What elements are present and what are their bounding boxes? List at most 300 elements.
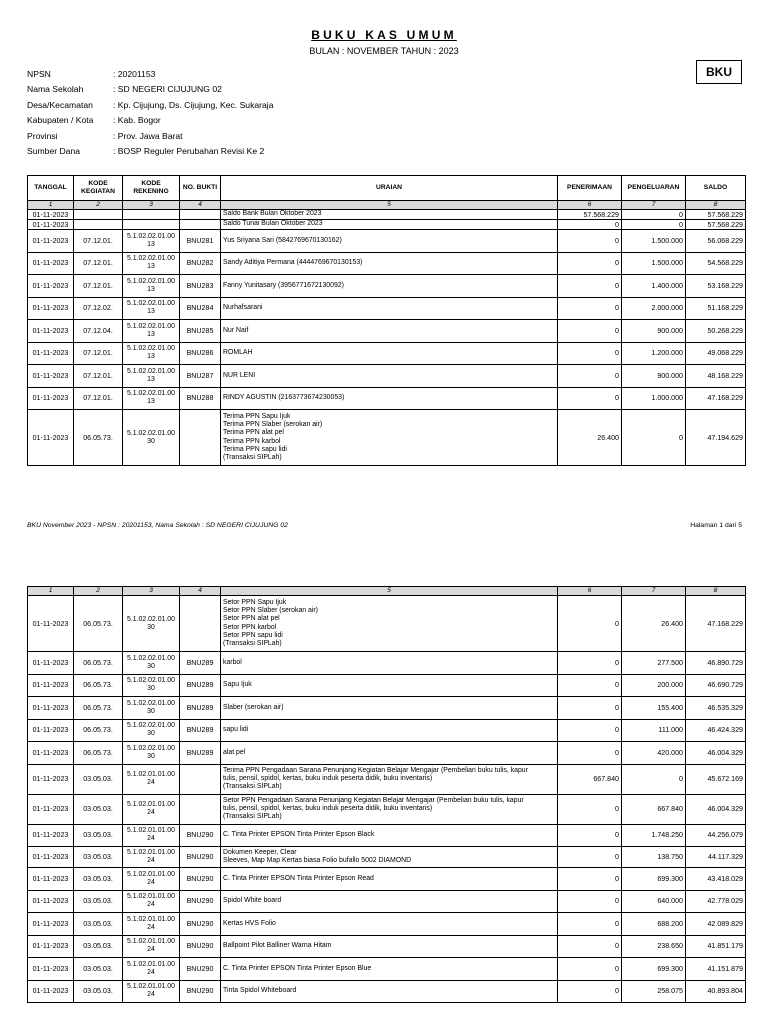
cell-no-bukti: BNU289: [180, 674, 221, 697]
cell-kode-rekening: [123, 652, 180, 675]
kode-rekening-line: 24: [147, 835, 155, 843]
kode-rekening-line: 13: [147, 353, 155, 361]
cell-kode-rekening: [123, 230, 180, 253]
table-row: [28, 320, 746, 343]
kode-rekening-line: 5.1.02.02.01.00: [127, 744, 175, 752]
cell-tanggal: 01-11-2023: [28, 220, 74, 230]
cell-kode-rekening: [123, 275, 180, 298]
cell-kode-kegiatan: 03.05.03.: [74, 824, 123, 847]
cell-kode-kegiatan: 03.05.03.: [74, 868, 123, 891]
cell-uraian: [221, 252, 558, 275]
cell-no-bukti: [180, 210, 221, 220]
cell-saldo: 51.168.229: [686, 297, 746, 320]
cell-penerimaan: 0: [558, 847, 622, 868]
cell-kode-rekening: [123, 958, 180, 981]
kode-rekening-line: 30: [147, 730, 155, 738]
cell-pengeluaran: 699.300: [622, 868, 686, 891]
cell-pengeluaran: 0: [622, 220, 686, 230]
column-number: 2: [74, 587, 123, 596]
info-label: Desa/Kecamatan: [27, 99, 93, 110]
cell-uraian: [221, 847, 558, 868]
cell-penerimaan: 0: [558, 652, 622, 675]
cell-penerimaan: 0: [558, 252, 622, 275]
col-header-uraian: URAIAN: [221, 176, 558, 201]
table-row: [28, 719, 746, 742]
col-header-kode-kegiatan: KODE KEGIATAN: [74, 176, 123, 201]
cell-pengeluaran: 900.000: [622, 365, 686, 388]
cell-uraian: [221, 320, 558, 343]
cell-uraian: [221, 890, 558, 913]
cell-kode-rekening: [123, 596, 180, 652]
cell-no-bukti: BNU290: [180, 980, 221, 1003]
cell-uraian: [221, 220, 558, 230]
cell-penerimaan: 0: [558, 674, 622, 697]
kode-rekening-line: 13: [147, 375, 155, 383]
col-header-no-bukti: NO. BUKTI: [180, 176, 221, 201]
column-number: 2: [74, 201, 123, 210]
kode-rekening-line: 5.1.02.02.01.00: [127, 322, 175, 330]
kode-rekening-line: 5.1.02.02.01.00: [127, 390, 175, 398]
info-value: : SD NEGERI CIJUJUNG 02: [113, 84, 222, 95]
cell-penerimaan: 0: [558, 890, 622, 913]
cell-tanggal: 01-11-2023: [28, 868, 74, 891]
cell-tanggal: 01-11-2023: [28, 935, 74, 958]
cell-kode-kegiatan: 07.12.01.: [74, 252, 123, 275]
table-row: [28, 275, 746, 298]
table-row: [28, 697, 746, 720]
cell-saldo: 53.168.229: [686, 275, 746, 298]
uraian-line: Saldo Tunai Bulan Oktober 2023: [223, 220, 323, 228]
cell-saldo: 41.851.179: [686, 935, 746, 958]
cell-no-bukti: BNU290: [180, 958, 221, 981]
uraian-line: Terima PPN Pengadaan Sarana Penunjang Kegiatan Belajar Mengajar (Pembelian buku tulis, kapur: [223, 766, 528, 774]
col-header-tanggal: TANGGAL: [28, 176, 74, 201]
cell-kode-kegiatan: 07.12.01.: [74, 230, 123, 253]
cell-kode-rekening: [123, 935, 180, 958]
info-row: [27, 84, 274, 99]
column-number: 6: [558, 587, 622, 596]
uraian-line: (Transaksi SIPLah): [223, 453, 282, 461]
table-row: [28, 764, 746, 794]
cell-no-bukti: BNU289: [180, 742, 221, 765]
column-number: 8: [686, 201, 746, 210]
cell-tanggal: 01-11-2023: [28, 980, 74, 1003]
cell-kode-rekening: [123, 342, 180, 365]
cell-uraian: [221, 275, 558, 298]
kode-rekening-line: 24: [147, 901, 155, 909]
cell-uraian: [221, 297, 558, 320]
column-number: 4: [180, 587, 221, 596]
cell-no-bukti: BNU290: [180, 824, 221, 847]
kode-rekening-line: 5.1.02.01.01.00: [127, 938, 175, 946]
cell-penerimaan: 0: [558, 297, 622, 320]
info-row: [27, 146, 274, 161]
cell-pengeluaran: 1.748.250: [622, 824, 686, 847]
table-row: [28, 794, 746, 824]
cell-tanggal: 01-11-2023: [28, 596, 74, 652]
cell-tanggal: 01-11-2023: [28, 719, 74, 742]
cell-saldo: 47.194.629: [686, 410, 746, 466]
cell-uraian: [221, 764, 558, 794]
cell-kode-rekening: [123, 674, 180, 697]
column-number: 1: [28, 201, 74, 210]
cell-pengeluaran: 0: [622, 764, 686, 794]
info-label: Sumber Dana: [27, 145, 81, 156]
cell-tanggal: 01-11-2023: [28, 230, 74, 253]
cell-uraian: [221, 719, 558, 742]
uraian-line: Yus Sriyana Sari (5842769670130162): [223, 236, 342, 244]
kode-rekening-line: 24: [147, 946, 155, 954]
cell-penerimaan: 0: [558, 719, 622, 742]
kode-rekening-line: 5.1.02.02.01.00: [127, 654, 175, 662]
cell-saldo: 46.004.329: [686, 794, 746, 824]
cell-saldo: 46.424.329: [686, 719, 746, 742]
cell-kode-kegiatan: 06.05.73.: [74, 410, 123, 466]
uraian-line: karbol: [223, 658, 242, 666]
uraian-line: Ballpoint Pilot Balliner Warna Hitam: [223, 942, 332, 950]
cell-kode-rekening: [123, 252, 180, 275]
info-value: : BOSP Reguler Perubahan Revisi Ke 2: [113, 145, 265, 156]
ledger-body-page-2: [28, 596, 746, 1003]
cell-pengeluaran: 2.000.000: [622, 297, 686, 320]
cell-kode-rekening: [123, 824, 180, 847]
kode-rekening-line: 30: [147, 685, 155, 693]
cell-kode-kegiatan: 03.05.03.: [74, 958, 123, 981]
cell-no-bukti: BNU290: [180, 913, 221, 936]
uraian-line: Nurhafsarani: [223, 304, 263, 312]
column-number: 5: [221, 201, 558, 210]
cell-saldo: 46.535.329: [686, 697, 746, 720]
kode-rekening-line: 5.1.02.02.01.00: [127, 722, 175, 730]
cell-kode-rekening: [123, 365, 180, 388]
uraian-line: Sapu Ijuk: [223, 681, 252, 689]
ledger-table-page-2: [27, 586, 746, 1003]
cell-pengeluaran: 900.000: [622, 320, 686, 343]
page-number: Halaman 1 dari 5: [690, 522, 742, 529]
cell-kode-kegiatan: 07.12.01.: [74, 387, 123, 410]
cell-no-bukti: [180, 220, 221, 230]
table-row: [28, 220, 746, 230]
cell-kode-rekening: [123, 913, 180, 936]
cell-penerimaan: 0: [558, 868, 622, 891]
cell-kode-rekening: [123, 868, 180, 891]
cell-kode-kegiatan: 07.12.02.: [74, 297, 123, 320]
cell-tanggal: 01-11-2023: [28, 794, 74, 824]
cell-saldo: 50.268.229: [686, 320, 746, 343]
cell-kode-kegiatan: 03.05.03.: [74, 794, 123, 824]
kode-rekening-line: 24: [147, 779, 155, 786]
kode-rekening-line: 30: [147, 707, 155, 715]
info-label: Provinsi: [27, 130, 58, 141]
cell-kode-kegiatan: 03.05.03.: [74, 890, 123, 913]
kode-rekening-line: 24: [147, 991, 155, 999]
kode-rekening-line: 5.1.02.01.01.00: [127, 801, 175, 809]
cell-saldo: 57.568.229: [686, 220, 746, 230]
kode-rekening-line: 5.1.02.02.01.00: [127, 255, 175, 263]
cell-uraian: [221, 410, 558, 466]
cell-penerimaan: 0: [558, 697, 622, 720]
cell-tanggal: 01-11-2023: [28, 252, 74, 275]
cell-kode-kegiatan: 06.05.73.: [74, 697, 123, 720]
cell-no-bukti: [180, 410, 221, 466]
cell-pengeluaran: 200.000: [622, 674, 686, 697]
cell-penerimaan: 0: [558, 935, 622, 958]
info-row: [27, 69, 274, 84]
cell-kode-rekening: [123, 980, 180, 1003]
cell-uraian: [221, 342, 558, 365]
cell-tanggal: 01-11-2023: [28, 342, 74, 365]
uraian-line: Terima PPN karbol: [223, 437, 281, 445]
bku-badge: BKU: [696, 60, 742, 84]
cell-pengeluaran: 688.200: [622, 913, 686, 936]
cell-tanggal: 01-11-2023: [28, 958, 74, 981]
cell-no-bukti: BNU285: [180, 320, 221, 343]
kode-rekening-line: 24: [147, 809, 155, 816]
cell-penerimaan: 0: [558, 824, 622, 847]
uraian-line: ROMLAH: [223, 349, 253, 357]
kode-rekening-line: 13: [147, 398, 155, 406]
kode-rekening-line: 5.1.02.02.01.00: [127, 300, 175, 308]
table-row: [28, 913, 746, 936]
cell-saldo: 48.168.229: [686, 365, 746, 388]
cell-saldo: 54.568.229: [686, 252, 746, 275]
cell-no-bukti: BNU283: [180, 275, 221, 298]
cell-kode-rekening: [123, 890, 180, 913]
cell-kode-rekening: [123, 697, 180, 720]
uraian-line: Nur Naif: [223, 326, 249, 334]
uraian-line: tulis, pensil, spidol, kertas, buku induk peserta didik, buku inventaris): [223, 804, 433, 812]
cell-pengeluaran: 258.075: [622, 980, 686, 1003]
cell-pengeluaran: 1.200.000: [622, 342, 686, 365]
uraian-line: (Transaksi SIPLah): [223, 639, 282, 647]
page-subtitle: BULAN : NOVEMBER TAHUN : 2023: [309, 46, 459, 56]
table-row: [28, 868, 746, 891]
uraian-line: RINDY AGUSTIN (2163773674230053): [223, 394, 345, 402]
kode-rekening-line: 5.1.02.02.01.00: [127, 429, 175, 437]
uraian-line: (Transaksi SIPLah): [223, 783, 282, 791]
cell-uraian: [221, 697, 558, 720]
info-value: : Kp. Cijujung, Ds. Cijujung, Kec. Sukaraja: [113, 99, 274, 110]
column-number: 1: [28, 587, 74, 596]
cell-penerimaan: 0: [558, 387, 622, 410]
cell-kode-rekening: [123, 220, 180, 230]
uraian-line: C. Tinta Printer EPSON Tinta Printer Epson Read: [223, 874, 374, 882]
kode-rekening-line: 5.1.02.02.01.00: [127, 677, 175, 685]
uraian-line: Terima PPN Slaber (serokan air): [223, 421, 323, 429]
cell-uraian: [221, 387, 558, 410]
cell-kode-kegiatan: 03.05.03.: [74, 847, 123, 868]
uraian-line: (Transaksi SIPLah): [223, 813, 282, 821]
cell-tanggal: 01-11-2023: [28, 674, 74, 697]
kode-rekening-line: 5.1.02.01.01.00: [127, 960, 175, 968]
table-row: [28, 847, 746, 868]
cell-penerimaan: 0: [558, 596, 622, 652]
col-header-pengeluaran: PENGELUARAN: [622, 176, 686, 201]
cell-tanggal: 01-11-2023: [28, 890, 74, 913]
cell-kode-kegiatan: 07.12.04.: [74, 320, 123, 343]
cell-no-bukti: BNU288: [180, 387, 221, 410]
table-row: [28, 980, 746, 1003]
cell-no-bukti: BNU290: [180, 847, 221, 868]
kode-rekening-line: 13: [147, 263, 155, 271]
kode-rekening-line: 5.1.02.01.01.00: [127, 849, 175, 857]
cell-uraian: [221, 596, 558, 652]
cell-uraian: [221, 742, 558, 765]
cell-no-bukti: BNU286: [180, 342, 221, 365]
cell-penerimaan: 0: [558, 958, 622, 981]
cell-saldo: 42.089.829: [686, 913, 746, 936]
cell-kode-kegiatan: 06.05.73.: [74, 742, 123, 765]
kode-rekening-line: 5.1.02.02.01.00: [127, 615, 175, 623]
cell-penerimaan: 0: [558, 742, 622, 765]
kode-rekening-line: 13: [147, 240, 155, 248]
cell-penerimaan: 0: [558, 320, 622, 343]
cell-no-bukti: BNU284: [180, 297, 221, 320]
info-label: Nama Sekolah: [27, 84, 84, 95]
cell-kode-kegiatan: 07.12.01.: [74, 365, 123, 388]
cell-saldo: 42.778.029: [686, 890, 746, 913]
uraian-line: Fanny Yunitasary (3956771672130092): [223, 281, 344, 289]
kode-rekening-line: 13: [147, 308, 155, 316]
table-row: [28, 935, 746, 958]
column-number-row: [28, 587, 746, 596]
table-row: [28, 890, 746, 913]
info-label: NPSN: [27, 69, 51, 79]
kode-rekening-line: 5.1.02.01.01.00: [127, 827, 175, 835]
column-number: 4: [180, 201, 221, 210]
uraian-line: Setor PPN karbol: [223, 623, 277, 631]
col-header-penerimaan: PENERIMAAN: [558, 176, 622, 201]
table-row: [28, 674, 746, 697]
kode-rekening-line: 5.1.02.01.01.00: [127, 870, 175, 878]
table-row: [28, 230, 746, 253]
uraian-line: sapu lidi: [223, 726, 249, 734]
cell-no-bukti: BNU290: [180, 868, 221, 891]
table-row: [28, 824, 746, 847]
cell-pengeluaran: 1.000.000: [622, 387, 686, 410]
kode-rekening-line: 5.1.02.01.01.00: [127, 915, 175, 923]
info-row: [27, 100, 274, 115]
kode-rekening-line: 13: [147, 330, 155, 338]
cell-pengeluaran: 699.300: [622, 958, 686, 981]
uraian-line: C. Tinta Printer EPSON Tinta Printer Epson Blue: [223, 964, 372, 972]
ledger-table-page-1: [27, 175, 746, 466]
column-number: 3: [123, 587, 180, 596]
cell-saldo: 46.690.729: [686, 674, 746, 697]
col-header-kode-rekening: KODE REKENING: [123, 176, 180, 201]
cell-tanggal: 01-11-2023: [28, 387, 74, 410]
cell-penerimaan: 57.568.229: [558, 210, 622, 220]
table-row: [28, 410, 746, 466]
cell-tanggal: 01-11-2023: [28, 320, 74, 343]
cell-kode-kegiatan: 03.05.03.: [74, 764, 123, 794]
cell-pengeluaran: 138.750: [622, 847, 686, 868]
cell-uraian: [221, 674, 558, 697]
table-row: [28, 958, 746, 981]
table-row: [28, 365, 746, 388]
cell-tanggal: 01-11-2023: [28, 764, 74, 794]
cell-saldo: 43.418.029: [686, 868, 746, 891]
cell-tanggal: 01-11-2023: [28, 210, 74, 220]
cell-saldo: 44.117.329: [686, 847, 746, 868]
column-number: 6: [558, 201, 622, 210]
table-row: [28, 210, 746, 220]
cell-tanggal: 01-11-2023: [28, 365, 74, 388]
cell-kode-rekening: [123, 847, 180, 868]
cell-saldo: 46.890.729: [686, 652, 746, 675]
cell-tanggal: 01-11-2023: [28, 297, 74, 320]
cell-saldo: 40.893.804: [686, 980, 746, 1003]
cell-saldo: 47.168.229: [686, 387, 746, 410]
cell-saldo: 57.568.229: [686, 210, 746, 220]
info-row: [27, 115, 274, 130]
cell-kode-rekening: [123, 387, 180, 410]
cell-no-bukti: BNU290: [180, 935, 221, 958]
cell-no-bukti: BNU281: [180, 230, 221, 253]
kode-rekening-line: 24: [147, 968, 155, 976]
cell-saldo: 41.151.879: [686, 958, 746, 981]
cell-penerimaan: 0: [558, 980, 622, 1003]
uraian-line: Slaber (serokan air): [223, 703, 284, 711]
cell-uraian: [221, 868, 558, 891]
cell-uraian: [221, 935, 558, 958]
cell-no-bukti: BNU289: [180, 697, 221, 720]
cell-tanggal: 01-11-2023: [28, 847, 74, 868]
cell-kode-kegiatan: 03.05.03.: [74, 935, 123, 958]
cell-kode-rekening: [123, 297, 180, 320]
cell-tanggal: 01-11-2023: [28, 824, 74, 847]
kode-rekening-line: 30: [147, 437, 155, 445]
kode-rekening-line: 24: [147, 857, 155, 864]
uraian-line: Setor PPN sapu lidi: [223, 631, 283, 639]
uraian-line: Tinta Spidol Whiteboard: [223, 987, 297, 995]
column-number: 5: [221, 587, 558, 596]
table-row: [28, 596, 746, 652]
cell-kode-kegiatan: [74, 220, 123, 230]
cell-tanggal: 01-11-2023: [28, 275, 74, 298]
cell-pengeluaran: 26.400: [622, 596, 686, 652]
kode-rekening-line: 5.1.02.02.01.00: [127, 367, 175, 375]
column-number: 3: [123, 201, 180, 210]
uraian-line: alat pel: [223, 748, 246, 756]
cell-pengeluaran: 667.840: [622, 794, 686, 824]
uraian-line: Sandy Aditiya Permana (4444769670130153): [223, 259, 363, 267]
column-number: 8: [686, 587, 746, 596]
cell-kode-kegiatan: 03.05.03.: [74, 980, 123, 1003]
info-value: : Kab. Bogor: [113, 115, 161, 126]
uraian-line: Setor PPN Sapu Ijuk: [223, 599, 287, 607]
cell-uraian: [221, 365, 558, 388]
cell-kode-rekening: [123, 794, 180, 824]
cell-pengeluaran: 1.400.000: [622, 275, 686, 298]
cell-kode-rekening: [123, 764, 180, 794]
cell-uraian: [221, 794, 558, 824]
uraian-line: Terima PPN alat pel: [223, 429, 284, 437]
cell-kode-rekening: [123, 210, 180, 220]
cell-no-bukti: BNU287: [180, 365, 221, 388]
cell-penerimaan: 0: [558, 230, 622, 253]
kode-rekening-line: 5.1.02.01.01.00: [127, 893, 175, 901]
cell-uraian: [221, 210, 558, 220]
cell-saldo: 45.672.169: [686, 764, 746, 794]
table-row: [28, 342, 746, 365]
uraian-line: C. Tinta Printer EPSON Tinta Printer Epson Black: [223, 831, 375, 839]
table-header-row: [28, 176, 746, 201]
info-value: : Prov. Jawa Barat: [113, 130, 183, 141]
cell-pengeluaran: 420.000: [622, 742, 686, 765]
table-row: [28, 387, 746, 410]
uraian-line: Setor PPN Slaber (serokan air): [223, 607, 318, 615]
